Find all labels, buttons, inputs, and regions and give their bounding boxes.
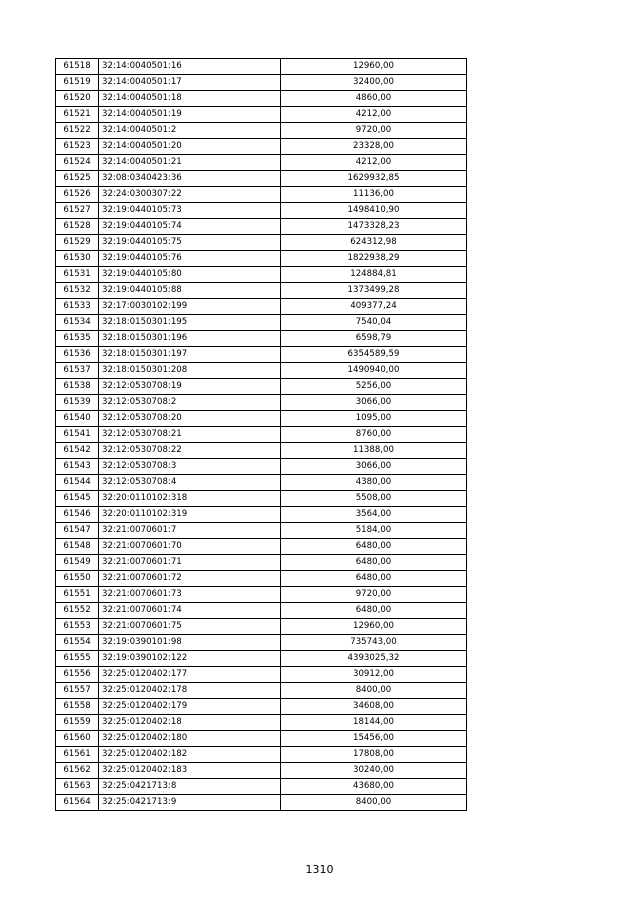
row-number-cell: 61564 xyxy=(56,795,99,811)
value-cell: 624312,98 xyxy=(281,235,467,251)
row-number-cell: 61542 xyxy=(56,443,99,459)
value-cell: 32400,00 xyxy=(281,75,467,91)
table-row xyxy=(56,139,467,155)
row-number-cell: 61529 xyxy=(56,235,99,251)
cadastral-number-cell: 32:25:0120402:178 xyxy=(99,683,281,699)
value-cell: 9720,00 xyxy=(281,587,467,603)
cadastral-number-cell: 32:21:0070601:70 xyxy=(99,539,281,555)
row-number-cell: 61553 xyxy=(56,619,99,635)
row-number-cell: 61547 xyxy=(56,523,99,539)
value-cell: 4860,00 xyxy=(281,91,467,107)
row-number-cell: 61541 xyxy=(56,427,99,443)
row-number-cell: 61544 xyxy=(56,475,99,491)
value-cell: 1822938,29 xyxy=(281,251,467,267)
row-number-cell: 61520 xyxy=(56,91,99,107)
table-row xyxy=(56,187,467,203)
table-row xyxy=(56,235,467,251)
table-row xyxy=(56,395,467,411)
table-row xyxy=(56,555,467,571)
row-number-cell: 61530 xyxy=(56,251,99,267)
table-row xyxy=(56,523,467,539)
cadastral-number-cell: 32:19:0390102:122 xyxy=(99,651,281,667)
cadastral-number-cell: 32:18:0150301:208 xyxy=(99,363,281,379)
table-row xyxy=(56,475,467,491)
row-number-cell: 61532 xyxy=(56,283,99,299)
row-number-cell: 61534 xyxy=(56,315,99,331)
cadastral-number-cell: 32:19:0440105:74 xyxy=(99,219,281,235)
value-cell: 17808,00 xyxy=(281,747,467,763)
cadastral-number-cell: 32:18:0150301:195 xyxy=(99,315,281,331)
value-cell: 1629932,85 xyxy=(281,171,467,187)
cadastral-number-cell: 32:14:0040501:17 xyxy=(99,75,281,91)
table-row xyxy=(56,411,467,427)
row-number-cell: 61521 xyxy=(56,107,99,123)
value-cell: 4380,00 xyxy=(281,475,467,491)
cadastral-number-cell: 32:12:0530708:22 xyxy=(99,443,281,459)
row-number-cell: 61535 xyxy=(56,331,99,347)
row-number-cell: 61545 xyxy=(56,491,99,507)
cadastral-number-cell: 32:12:0530708:19 xyxy=(99,379,281,395)
value-cell: 5256,00 xyxy=(281,379,467,395)
row-number-cell: 61538 xyxy=(56,379,99,395)
cadastral-number-cell: 32:19:0390101:98 xyxy=(99,635,281,651)
table-row xyxy=(56,763,467,779)
cadastral-number-cell: 32:19:0440105:75 xyxy=(99,235,281,251)
cadastral-number-cell: 32:25:0120402:18 xyxy=(99,715,281,731)
value-cell: 30240,00 xyxy=(281,763,467,779)
row-number-cell: 61522 xyxy=(56,123,99,139)
row-number-cell: 61554 xyxy=(56,635,99,651)
value-cell: 1490940,00 xyxy=(281,363,467,379)
table-row xyxy=(56,683,467,699)
cadastral-number-cell: 32:14:0040501:16 xyxy=(99,59,281,75)
table-row xyxy=(56,427,467,443)
cadastral-number-cell: 32:25:0421713:9 xyxy=(99,795,281,811)
table-row xyxy=(56,203,467,219)
row-number-cell: 61559 xyxy=(56,715,99,731)
cadastral-number-cell: 32:18:0150301:196 xyxy=(99,331,281,347)
row-number-cell: 61540 xyxy=(56,411,99,427)
row-number-cell: 61539 xyxy=(56,395,99,411)
row-number-cell: 61555 xyxy=(56,651,99,667)
table-row xyxy=(56,363,467,379)
table-row xyxy=(56,587,467,603)
cadastral-number-cell: 32:21:0070601:71 xyxy=(99,555,281,571)
row-number-cell: 61552 xyxy=(56,603,99,619)
value-cell: 5184,00 xyxy=(281,523,467,539)
table-row xyxy=(56,571,467,587)
row-number-cell: 61560 xyxy=(56,731,99,747)
table-row xyxy=(56,219,467,235)
cadastral-number-cell: 32:14:0040501:19 xyxy=(99,107,281,123)
row-number-cell: 61526 xyxy=(56,187,99,203)
row-number-cell: 61518 xyxy=(56,59,99,75)
value-cell: 409377,24 xyxy=(281,299,467,315)
table-row xyxy=(56,507,467,523)
value-cell: 6480,00 xyxy=(281,555,467,571)
table-row xyxy=(56,443,467,459)
value-cell: 12960,00 xyxy=(281,59,467,75)
row-number-cell: 61523 xyxy=(56,139,99,155)
cadastral-number-cell: 32:18:0150301:197 xyxy=(99,347,281,363)
row-number-cell: 61536 xyxy=(56,347,99,363)
row-number-cell: 61562 xyxy=(56,763,99,779)
cadastral-number-cell: 32:25:0120402:179 xyxy=(99,699,281,715)
cadastral-number-cell: 32:25:0120402:182 xyxy=(99,747,281,763)
table-row xyxy=(56,315,467,331)
cadastral-number-cell: 32:14:0040501:20 xyxy=(99,139,281,155)
value-cell: 8400,00 xyxy=(281,683,467,699)
table-row xyxy=(56,491,467,507)
cadastral-number-cell: 32:12:0530708:4 xyxy=(99,475,281,491)
cadastral-number-cell: 32:19:0440105:80 xyxy=(99,267,281,283)
value-cell: 18144,00 xyxy=(281,715,467,731)
value-cell: 6480,00 xyxy=(281,571,467,587)
value-cell: 9720,00 xyxy=(281,123,467,139)
cadastral-number-cell: 32:21:0070601:74 xyxy=(99,603,281,619)
cadastral-number-cell: 32:19:0440105:88 xyxy=(99,283,281,299)
cadastral-number-cell: 32:21:0070601:72 xyxy=(99,571,281,587)
table-row xyxy=(56,155,467,171)
row-number-cell: 61533 xyxy=(56,299,99,315)
row-number-cell: 61519 xyxy=(56,75,99,91)
cadastral-number-cell: 32:21:0070601:73 xyxy=(99,587,281,603)
value-cell: 3564,00 xyxy=(281,507,467,523)
value-cell: 1473328,23 xyxy=(281,219,467,235)
row-number-cell: 61548 xyxy=(56,539,99,555)
value-cell: 3066,00 xyxy=(281,395,467,411)
cadastral-number-cell: 32:12:0530708:20 xyxy=(99,411,281,427)
table-row xyxy=(56,347,467,363)
table-row xyxy=(56,107,467,123)
cadastral-number-cell: 32:25:0421713:8 xyxy=(99,779,281,795)
cadastral-number-cell: 32:21:0070601:75 xyxy=(99,619,281,635)
table-row xyxy=(56,699,467,715)
table-row xyxy=(56,747,467,763)
value-cell: 3066,00 xyxy=(281,459,467,475)
table-row xyxy=(56,603,467,619)
value-cell: 1373499,28 xyxy=(281,283,467,299)
cadastral-number-cell: 32:25:0120402:180 xyxy=(99,731,281,747)
cadastral-number-cell: 32:08:0340423:36 xyxy=(99,171,281,187)
table-row xyxy=(56,795,467,811)
table-row xyxy=(56,267,467,283)
row-number-cell: 61561 xyxy=(56,747,99,763)
cadastral-number-cell: 32:14:0040501:21 xyxy=(99,155,281,171)
table-row xyxy=(56,283,467,299)
table-row xyxy=(56,779,467,795)
row-number-cell: 61556 xyxy=(56,667,99,683)
row-number-cell: 61546 xyxy=(56,507,99,523)
cadastral-number-cell: 32:25:0120402:177 xyxy=(99,667,281,683)
value-cell: 4212,00 xyxy=(281,107,467,123)
table-row xyxy=(56,331,467,347)
row-number-cell: 61549 xyxy=(56,555,99,571)
value-cell: 6598,79 xyxy=(281,331,467,347)
value-cell: 8760,00 xyxy=(281,427,467,443)
value-cell: 11136,00 xyxy=(281,187,467,203)
row-number-cell: 61563 xyxy=(56,779,99,795)
row-number-cell: 61528 xyxy=(56,219,99,235)
table-row xyxy=(56,619,467,635)
row-number-cell: 61551 xyxy=(56,587,99,603)
cadastral-number-cell: 32:21:0070601:7 xyxy=(99,523,281,539)
value-cell: 6354589,59 xyxy=(281,347,467,363)
cadastral-number-cell: 32:12:0530708:2 xyxy=(99,395,281,411)
cadastral-number-cell: 32:12:0530708:3 xyxy=(99,459,281,475)
cadastral-number-cell: 32:14:0040501:18 xyxy=(99,91,281,107)
table-row xyxy=(56,91,467,107)
table-row xyxy=(56,731,467,747)
table-row xyxy=(56,171,467,187)
value-cell: 6480,00 xyxy=(281,539,467,555)
value-cell: 5508,00 xyxy=(281,491,467,507)
row-number-cell: 61557 xyxy=(56,683,99,699)
row-number-cell: 61558 xyxy=(56,699,99,715)
table-row xyxy=(56,651,467,667)
table-row xyxy=(56,459,467,475)
value-cell: 34608,00 xyxy=(281,699,467,715)
table-row xyxy=(56,299,467,315)
value-cell: 124884,81 xyxy=(281,267,467,283)
page-number: 1310 xyxy=(305,863,334,876)
table-row xyxy=(56,635,467,651)
table-row xyxy=(56,539,467,555)
value-cell: 11388,00 xyxy=(281,443,467,459)
cadastral-number-cell: 32:12:0530708:21 xyxy=(99,427,281,443)
table-row xyxy=(56,667,467,683)
cadastral-number-cell: 32:14:0040501:2 xyxy=(99,123,281,139)
table-row xyxy=(56,123,467,139)
row-number-cell: 61527 xyxy=(56,203,99,219)
table-row xyxy=(56,379,467,395)
value-cell: 4212,00 xyxy=(281,155,467,171)
value-cell: 4393025,32 xyxy=(281,651,467,667)
value-cell: 735743,00 xyxy=(281,635,467,651)
cadastral-number-cell: 32:20:0110102:319 xyxy=(99,507,281,523)
table-row xyxy=(56,251,467,267)
value-cell: 7540,04 xyxy=(281,315,467,331)
cadastral-value-table xyxy=(55,58,467,811)
cadastral-number-cell: 32:19:0440105:76 xyxy=(99,251,281,267)
table-row xyxy=(56,75,467,91)
row-number-cell: 61537 xyxy=(56,363,99,379)
cadastral-number-cell: 32:19:0440105:73 xyxy=(99,203,281,219)
value-cell: 12960,00 xyxy=(281,619,467,635)
table-row xyxy=(56,715,467,731)
table-body xyxy=(56,59,467,811)
cadastral-number-cell: 32:25:0120402:183 xyxy=(99,763,281,779)
value-cell: 1498410,90 xyxy=(281,203,467,219)
row-number-cell: 61525 xyxy=(56,171,99,187)
value-cell: 6480,00 xyxy=(281,603,467,619)
cadastral-number-cell: 32:20:0110102:318 xyxy=(99,491,281,507)
cadastral-number-cell: 32:24:0300307:22 xyxy=(99,187,281,203)
cadastral-number-cell: 32:17:0030102:199 xyxy=(99,299,281,315)
row-number-cell: 61543 xyxy=(56,459,99,475)
value-cell: 30912,00 xyxy=(281,667,467,683)
value-cell: 8400,00 xyxy=(281,795,467,811)
row-number-cell: 61550 xyxy=(56,571,99,587)
table-row xyxy=(56,59,467,75)
row-number-cell: 61531 xyxy=(56,267,99,283)
value-cell: 43680,00 xyxy=(281,779,467,795)
value-cell: 23328,00 xyxy=(281,139,467,155)
value-cell: 15456,00 xyxy=(281,731,467,747)
value-cell: 1095,00 xyxy=(281,411,467,427)
row-number-cell: 61524 xyxy=(56,155,99,171)
